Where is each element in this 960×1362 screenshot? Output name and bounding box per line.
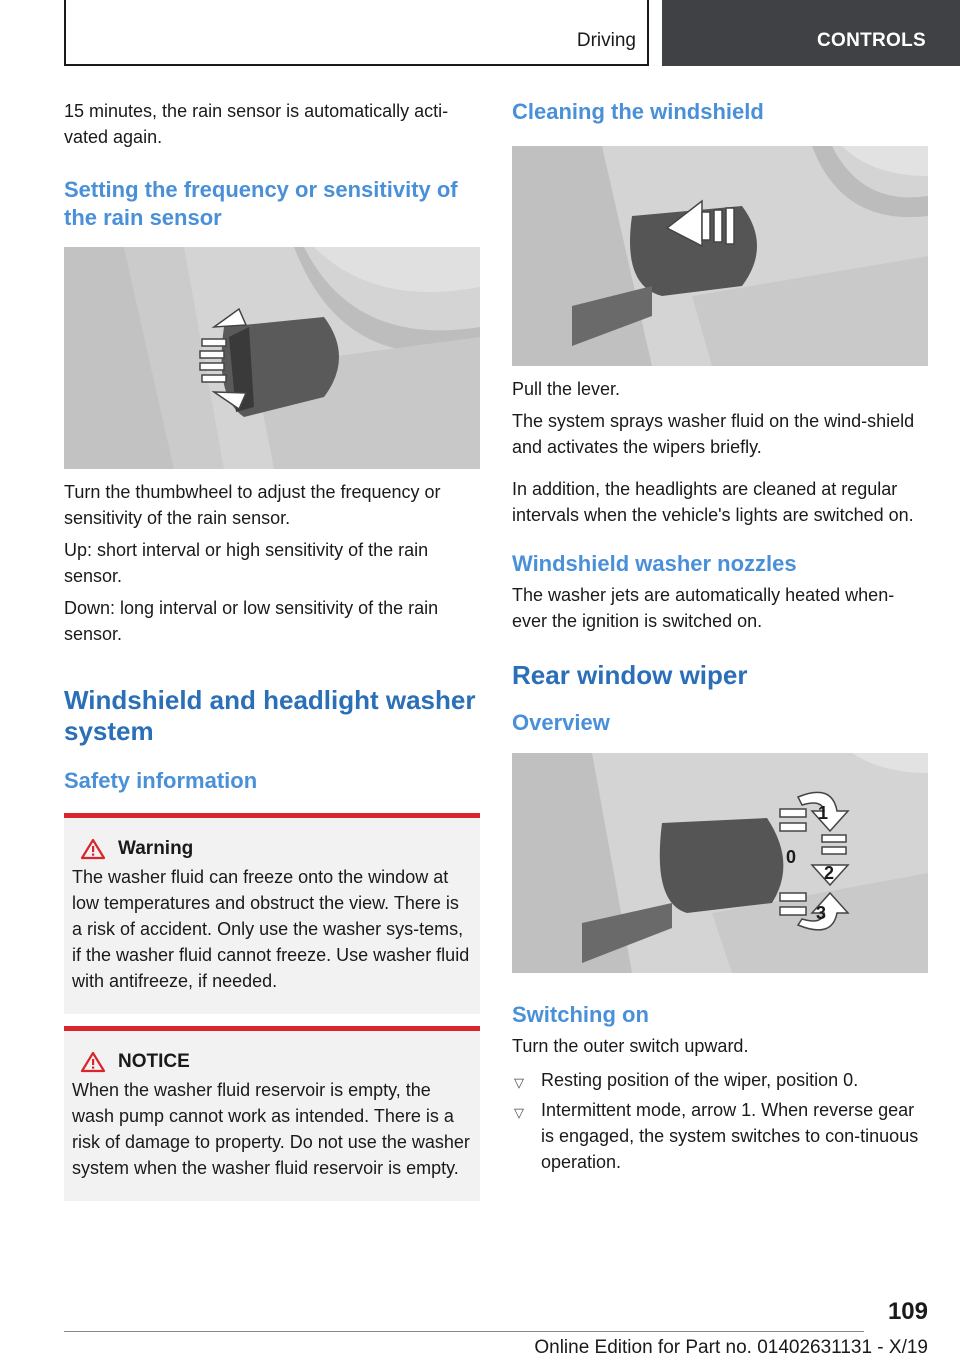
thumbwheel-illustration	[64, 247, 480, 469]
para-switch: Turn the outer switch upward.	[512, 1036, 749, 1056]
fig-label-3: 3	[816, 903, 827, 923]
figure-rear-wiper	[512, 753, 928, 973]
para-turn: Turn the thumbwheel to adjust the frequency or sensitivity of the rain sensor.	[64, 482, 441, 528]
footer-rule	[64, 1331, 864, 1332]
page-number: 109	[887, 1298, 928, 1325]
warning-title: Warning	[118, 838, 194, 859]
para-down: Down: long interval or low sensitivity of the rain sensor.	[64, 598, 439, 644]
list-item: ▽ Intermittent mode, arrow 1. When reverse gear is engaged, the system switches to con-tinuous operation.	[514, 1100, 919, 1172]
figure-pull-lever	[512, 146, 928, 366]
heading-switching-on: Switching on	[512, 1002, 649, 1027]
para-nozzles: The washer jets are automatically heated when-ever the ignition is switched on.	[512, 585, 895, 631]
header-divider	[647, 0, 649, 66]
lever-pull-illustration	[512, 146, 928, 366]
figure-thumbwheel	[64, 247, 480, 469]
fig-label-1: 1	[818, 803, 829, 823]
para-pull: Pull the lever.	[512, 379, 621, 399]
warning-triangle-icon	[80, 838, 106, 860]
intro-paragraph: 15 minutes, the rain sensor is automatically acti-vated again.	[64, 101, 449, 147]
header-bottom-rule	[64, 64, 648, 66]
header-chapter-label: CONTROLS	[816, 30, 926, 51]
notice-title: NOTICE	[118, 1051, 190, 1072]
switching-steps-list	[512, 1067, 928, 1175]
left-column	[64, 98, 480, 1201]
warning-box	[64, 813, 480, 1014]
triangle-bullet-icon: ▽	[514, 1075, 524, 1090]
header-left-rule	[64, 0, 66, 66]
heading-cleaning: Cleaning the windshield	[512, 99, 764, 124]
list-item: ▽ Resting position of the wiper, position 0.	[512, 1067, 928, 1093]
notice-triangle-icon	[80, 1051, 106, 1073]
header-section: Driving	[576, 30, 636, 51]
notice-box	[64, 1026, 480, 1201]
fig-label-2: 2	[824, 863, 835, 883]
triangle-bullet-icon: ▽	[514, 1105, 524, 1120]
heading-rear-wiper: Rear window wiper	[512, 660, 748, 690]
para-sprays: The system sprays washer fluid on the wind-shield and activates the wipers briefly.	[512, 411, 915, 457]
notice-text: When the washer fluid reservoir is empty, the wash pump cannot work as intended. There is a risk of damage to property. Do not use the washer system when the washer fluid reservoir is empty.	[72, 1080, 470, 1178]
right-column	[512, 98, 928, 1179]
edition-note: Online Edition for Part no. 01402631131 - X/19	[534, 1337, 928, 1358]
heading-nozzles: Windshield washer nozzles	[512, 551, 797, 576]
heading-frequency: Setting the frequency or sensitivity of the rain sensor	[64, 177, 458, 230]
fig-label-0: 0	[786, 847, 797, 867]
header-chapter-tab	[662, 0, 960, 66]
heading-safety: Safety information	[64, 768, 258, 793]
rear-wiper-illustration	[512, 753, 928, 973]
heading-overview: Overview	[512, 710, 610, 735]
para-addition: In addition, the headlights are cleaned at regular intervals when the vehicle's lights are switched on.	[512, 479, 914, 525]
para-up: Up: short interval or high sensitivity of the rain sensor.	[64, 540, 429, 586]
warning-text: The washer fluid can freeze onto the window at low temperatures and obstruct the view. There is a risk of accident. Only use the washer sys-tems, if the washer fluid cannot freeze. Use washer fluid with antifreeze, if needed.	[72, 867, 470, 991]
heading-washer-system: Windshield and headlight washer system	[64, 685, 476, 746]
